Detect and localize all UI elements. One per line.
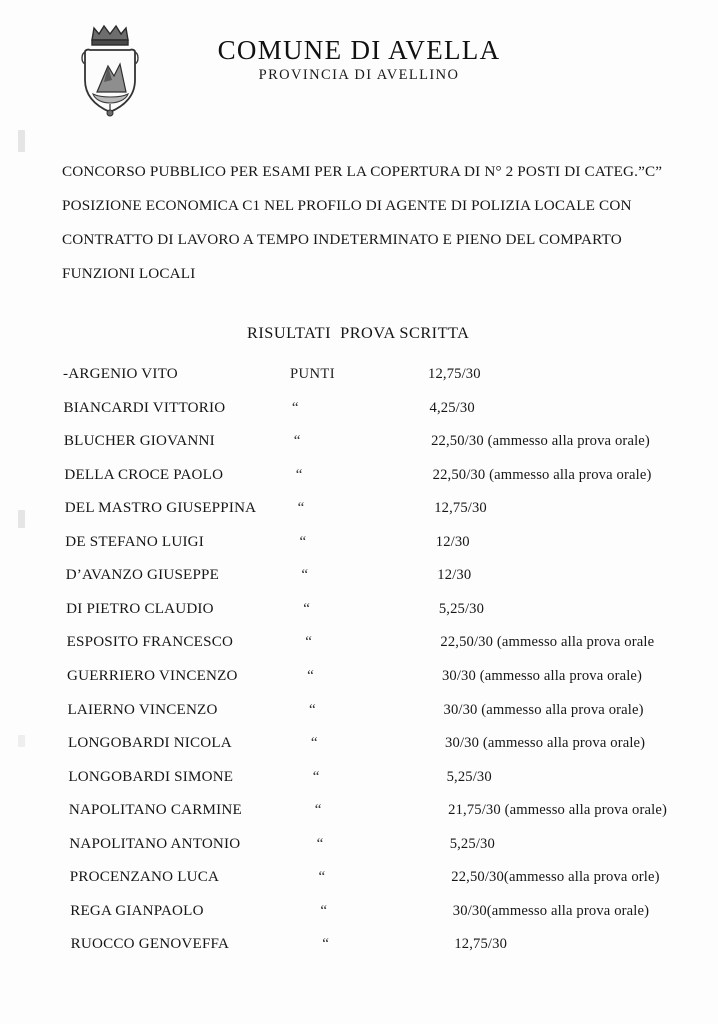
table-row (0, 429, 718, 453)
candidate-score: 21,75/30 (ammesso alla prova orale) (448, 802, 667, 819)
table-row (0, 563, 718, 587)
table-row (0, 899, 718, 923)
candidate-name: PROCENZANO LUCA (69, 869, 220, 886)
ditto-mark: “ (293, 433, 301, 450)
candidate-score: 22,50/30 (ammesso alla prova orale) (432, 466, 652, 483)
ditto-mark: “ (318, 869, 326, 886)
intro-line: POSIZIONE ECONOMICA C1 NEL PROFILO DI AGENTE DI POLIZIA LOCALE CON (62, 197, 632, 214)
candidate-score: 22,50/30 (ammesso alla prova orale (440, 634, 655, 651)
candidate-score: 5,25/30 (446, 768, 492, 785)
candidate-name: NAPOLITANO CARMINE (68, 802, 242, 819)
candidate-name: BIANCARDI VITTORIO (63, 399, 226, 416)
candidate-name: BLUCHER GIOVANNI (63, 433, 215, 450)
candidate-name: -ARGENIO VITO (63, 366, 178, 382)
table-row (0, 731, 718, 755)
candidate-name: ESPOSITO FRANCESCO (66, 634, 234, 651)
candidate-score: 12,75/30 (434, 500, 487, 517)
results-heading: RISULTATI PROVA SCRITTA (247, 323, 470, 342)
table-row (0, 597, 718, 621)
table-row (0, 496, 718, 520)
ditto-mark: “ (310, 735, 318, 752)
table-row (0, 832, 718, 856)
candidate-name: LONGOBARDI NICOLA (67, 735, 232, 752)
table-row (0, 865, 718, 889)
table-row (0, 664, 718, 688)
candidate-name: DEL MASTRO GIUSEPPINA (64, 500, 257, 517)
candidate-name: LONGOBARDI SIMONE (68, 768, 234, 785)
ditto-mark: “ (322, 936, 330, 953)
ditto-mark: “ (291, 399, 299, 416)
ditto-mark: “ (297, 500, 305, 517)
ditto-mark: “ (314, 802, 322, 819)
candidate-score: 12/30 (437, 567, 472, 584)
candidate-score: 4,25/30 (429, 399, 475, 416)
ditto-mark: “ (305, 634, 313, 651)
ditto-mark: “ (307, 667, 315, 684)
candidate-name: NAPOLITANO ANTONIO (69, 835, 241, 852)
table-row (0, 362, 718, 386)
candidate-score: 5,25/30 (438, 600, 485, 617)
candidate-name: LAIERNO VINCENZO (67, 701, 218, 718)
candidate-score: 30/30 (ammesso alla prova orale) (445, 735, 646, 752)
ditto-mark: “ (312, 768, 320, 785)
page-subtitle: PROVINCIA DI AVELLINO (258, 67, 460, 84)
table-row (0, 932, 718, 956)
ditto-mark: “ (299, 533, 307, 550)
ditto-mark: “ (303, 600, 311, 617)
candidate-score: 5,25/30 (449, 835, 495, 852)
intro-line: CONTRATTO DI LAVORO A TEMPO INDETERMINATO E PIENO DEL COMPARTO (62, 231, 622, 248)
ditto-mark: “ (320, 902, 328, 919)
page-title: COMUNE DI AVELLA (217, 35, 501, 65)
candidate-name: DELLA CROCE PAOLO (64, 466, 224, 483)
candidate-score: 30/30 (ammesso alla prova orale) (441, 667, 643, 684)
candidate-score: 30/30(ammesso alla prova orale) (452, 902, 650, 919)
candidate-name: GUERRIERO VINCENZO (67, 667, 238, 684)
table-row (0, 698, 718, 722)
intro-line: FUNZIONI LOCALI (62, 265, 196, 282)
candidate-name: RUOCCO GENOVEFFA (70, 936, 230, 953)
candidate-name: DI PIETRO CLAUDIO (66, 600, 214, 617)
ditto-mark: “ (295, 466, 303, 483)
ditto-mark: “ (309, 701, 317, 718)
candidate-score: 12,75/30 (454, 936, 508, 953)
candidate-name: REGA GIANPAOLO (70, 902, 204, 919)
table-row (0, 798, 718, 822)
table-row (0, 630, 718, 654)
table-row (0, 530, 718, 554)
punti-label: PUNTI (290, 366, 335, 382)
ditto-mark: “ (316, 835, 324, 852)
candidate-name: DE STEFANO LUIGI (65, 533, 204, 550)
ditto-mark: “ (301, 567, 309, 584)
candidate-name: D’AVANZO GIUSEPPE (65, 567, 220, 584)
table-row (0, 463, 718, 487)
candidate-score: 12,75/30 (428, 366, 481, 382)
candidate-score: 22,50/30(ammesso alla prova orle) (451, 869, 660, 886)
intro-line: CONCORSO PUBBLICO PER ESAMI PER LA COPERTURA DI N° 2 POSTI DI CATEG.”C” (62, 163, 663, 180)
table-row (0, 765, 718, 789)
candidate-score: 12/30 (435, 533, 470, 550)
candidate-score: 22,50/30 (ammesso alla prova orale) (431, 433, 650, 450)
candidate-score: 30/30 (ammesso alla prova orale) (443, 701, 644, 718)
table-row (0, 396, 718, 420)
